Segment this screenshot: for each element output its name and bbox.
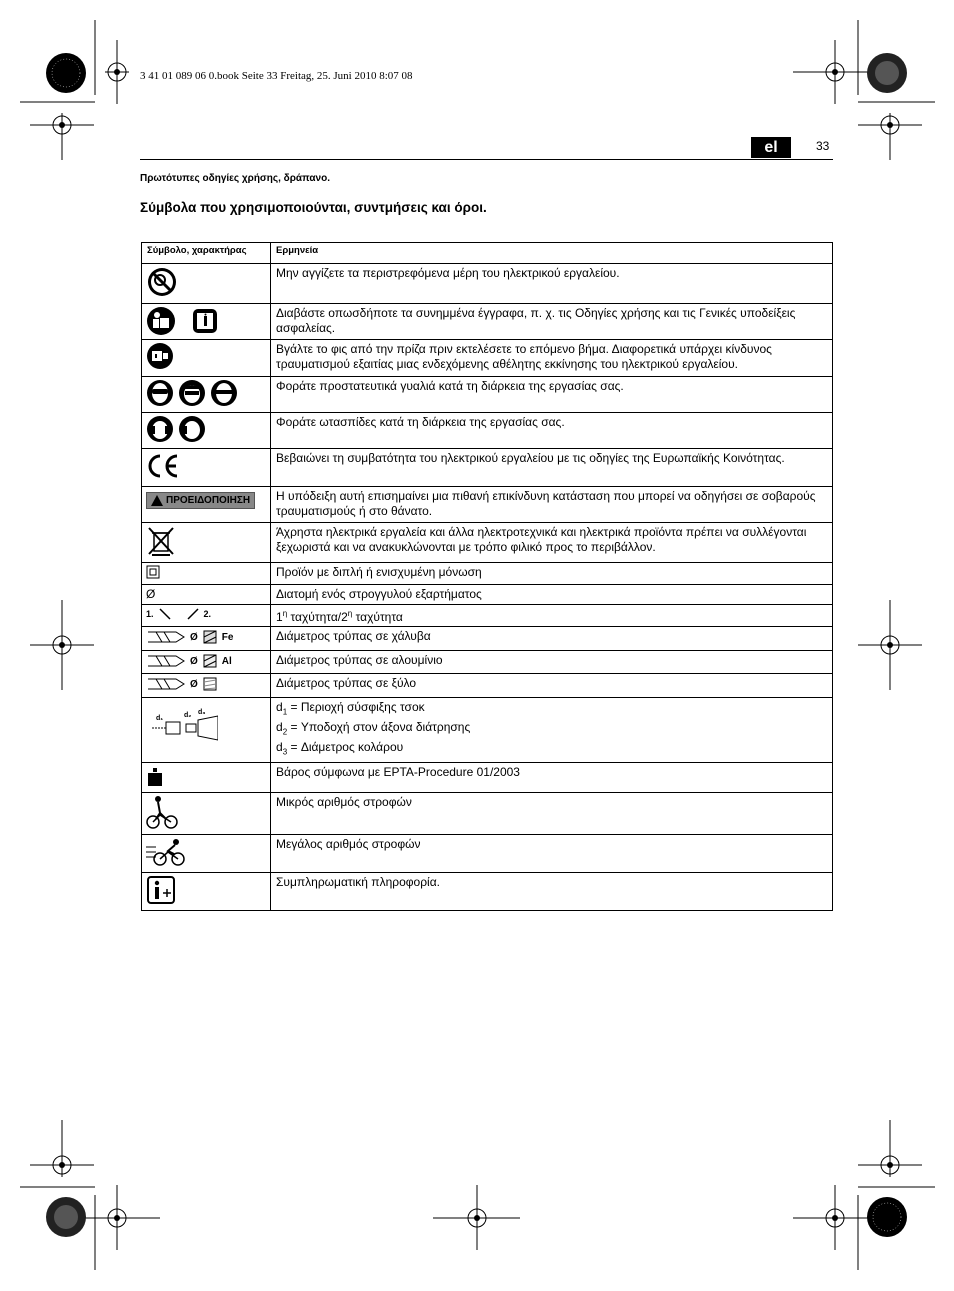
drill-wood-icon: Ø	[146, 676, 266, 692]
row-text: Συμπληρωματική πληροφορία.	[271, 872, 833, 910]
gear-speed-icon	[146, 607, 266, 621]
table-row	[142, 792, 833, 834]
row-text: Φοράτε προστατευτικά γυαλιά κατά τη διάρκεια της εργασίας σας.	[271, 377, 833, 413]
col-header-symbol: Σύμβολο, χαρακτήρας	[142, 243, 271, 264]
weee-bin-icon	[146, 525, 176, 557]
row-text: Άχρηστα ηλεκτρικά εργαλεία και άλλα ηλεκτροτεχνικά και ηλεκτρικά προϊόντα πρέπει να συλλέγονται ξεχωριστά και να ανακυκλώνονται με τρόπο φιλικό προς το περιβάλλον.	[271, 523, 833, 563]
row-text: Μην αγγίζετε τα περιστρεφόμενα μέρη του ηλεκτρικού εργαλείου.	[271, 264, 833, 304]
section-title: Σύμβολα που χρησιμοποιούνται, συντμήσεις και όροι.	[140, 200, 487, 215]
low-speed-bike-icon	[146, 795, 178, 829]
row-text: $1^\eta$ ταχύτητα/$2^\eta$ ταχύτητα	[271, 604, 833, 627]
row-text: Μεγάλος αριθμός στροφών	[271, 834, 833, 872]
ce-mark-icon	[146, 451, 180, 481]
row-text: Βγάλτε το φις από την πρίζα πριν εκτελέσετε το επόμενο βήμα. Διαφορετικά υπάρχει κίνδυνος τραυματισμού εξαιτίας μιας ενδεχόμενης αθέλητης εκκίνησης του ηλεκτρικού εργαλείου.	[271, 340, 833, 377]
row-text: Βεβαιώνει τη συμβατότητα του ηλεκτρικού εργαλείου με τις οδηγίες της Ευρωπαϊκής Κοινότητας.	[271, 449, 833, 487]
diameter-symbol: Ø	[142, 585, 271, 605]
svg-text:d₂: d₂	[184, 712, 192, 719]
table-row	[142, 340, 833, 377]
row-text: Διαβάστε οπωσδήποτε τα συνημμένα έγγραφα, π. χ. τις Οδηγίες χρήσης και τις Γενικές υποδείξεις ασφαλείας.	[271, 304, 833, 340]
double-insulation-icon	[146, 565, 160, 579]
table-row	[142, 604, 833, 627]
info-plus-icon	[146, 875, 176, 905]
table-header-row	[142, 243, 833, 264]
document-subtitle: Πρωτότυπες οδηγίες χρήσης, δράπανο.	[140, 173, 331, 184]
gear-1-label: 1.	[146, 608, 154, 619]
table-row	[142, 674, 833, 698]
table-row	[142, 834, 833, 872]
row-text: Φοράτε ωτασπίδες κατά τη διάρκεια της εργασίας σας.	[271, 413, 833, 449]
symbols-table	[141, 242, 833, 911]
ear-protection-icon	[146, 415, 266, 443]
table-row	[142, 304, 833, 340]
table-row	[142, 487, 833, 523]
row-text: Διάμετρος τρύπας σε αλουμίνιο	[271, 651, 833, 674]
table-row	[142, 698, 833, 763]
weight-icon	[146, 767, 164, 787]
unplug-icon	[146, 342, 174, 370]
row-text: Η υπόδειξη αυτή επισημαίνει μια πιθανή επικίνδυνη κατάσταση που μπορεί να οδηγήσει σε σοβαρούς τραυματισμούς ή στο θάνατο.	[271, 487, 833, 523]
row-text: Διατομή ενός στρογγυλού εξαρτήματος	[271, 585, 833, 605]
row-text: Βάρος σύμφωνα με EPTA-Procedure 01/2003	[271, 762, 833, 792]
row-text: Μικρός αριθμός στροφών	[271, 792, 833, 834]
drill-aluminium-icon: Ø Al	[146, 653, 266, 669]
language-badge: el	[751, 137, 791, 158]
table-row	[142, 264, 833, 304]
table-row	[142, 872, 833, 910]
table-row	[142, 627, 833, 651]
row-text: Διάμετρος τρύπας σε ξύλο	[271, 674, 833, 698]
drill-steel-icon: Ø Fe	[146, 629, 266, 645]
no-touch-rotating-icon	[146, 266, 178, 298]
row-text: Διάμετρος τρύπας σε χάλυβα	[271, 627, 833, 651]
col-header-meaning: Ερμηνεία	[271, 243, 833, 264]
warning-badge	[146, 492, 255, 509]
row-text: $d_1 = \Pi\varepsilon\rho\iota o\chi ή$ σύσφιξης τσοκ $d_2 = \Upsilon\pi o\delta o\chi ή$ στον άξονα διάτρησης $d_3 = \Delta\iota ά\mu\varepsilon\tau\rho o\varsigma$ κολάρου	[271, 698, 833, 763]
table-row	[142, 449, 833, 487]
gear-2-label: 2.	[203, 608, 212, 619]
page-number: 33	[816, 139, 830, 153]
svg-text:d₃: d₃	[198, 709, 206, 716]
warning-badge-label: ΠΡΟΕΙΔΟΠΟΙΗΣΗ	[166, 495, 251, 506]
safety-goggles-icon	[146, 379, 266, 407]
table-row	[142, 762, 833, 792]
table-row	[142, 413, 833, 449]
row-text: Προϊόν με διπλή ή ενισχυμένη μόνωση	[271, 563, 833, 585]
header-rule	[140, 159, 833, 160]
warning-triangle-icon	[151, 495, 163, 506]
read-manual-icon	[146, 306, 266, 336]
table-row	[142, 585, 833, 605]
high-speed-bike-icon	[146, 837, 186, 867]
table-row	[142, 563, 833, 585]
table-row	[142, 651, 833, 674]
svg-text:d₁: d₁	[156, 715, 164, 722]
book-meta: 3 41 01 089 06 0.book Seite 33 Freitag, 25. Juni 2010 8:07 08	[140, 70, 413, 82]
chuck-dimensions-icon	[146, 706, 218, 746]
table-row	[142, 523, 833, 563]
table-row	[142, 377, 833, 413]
